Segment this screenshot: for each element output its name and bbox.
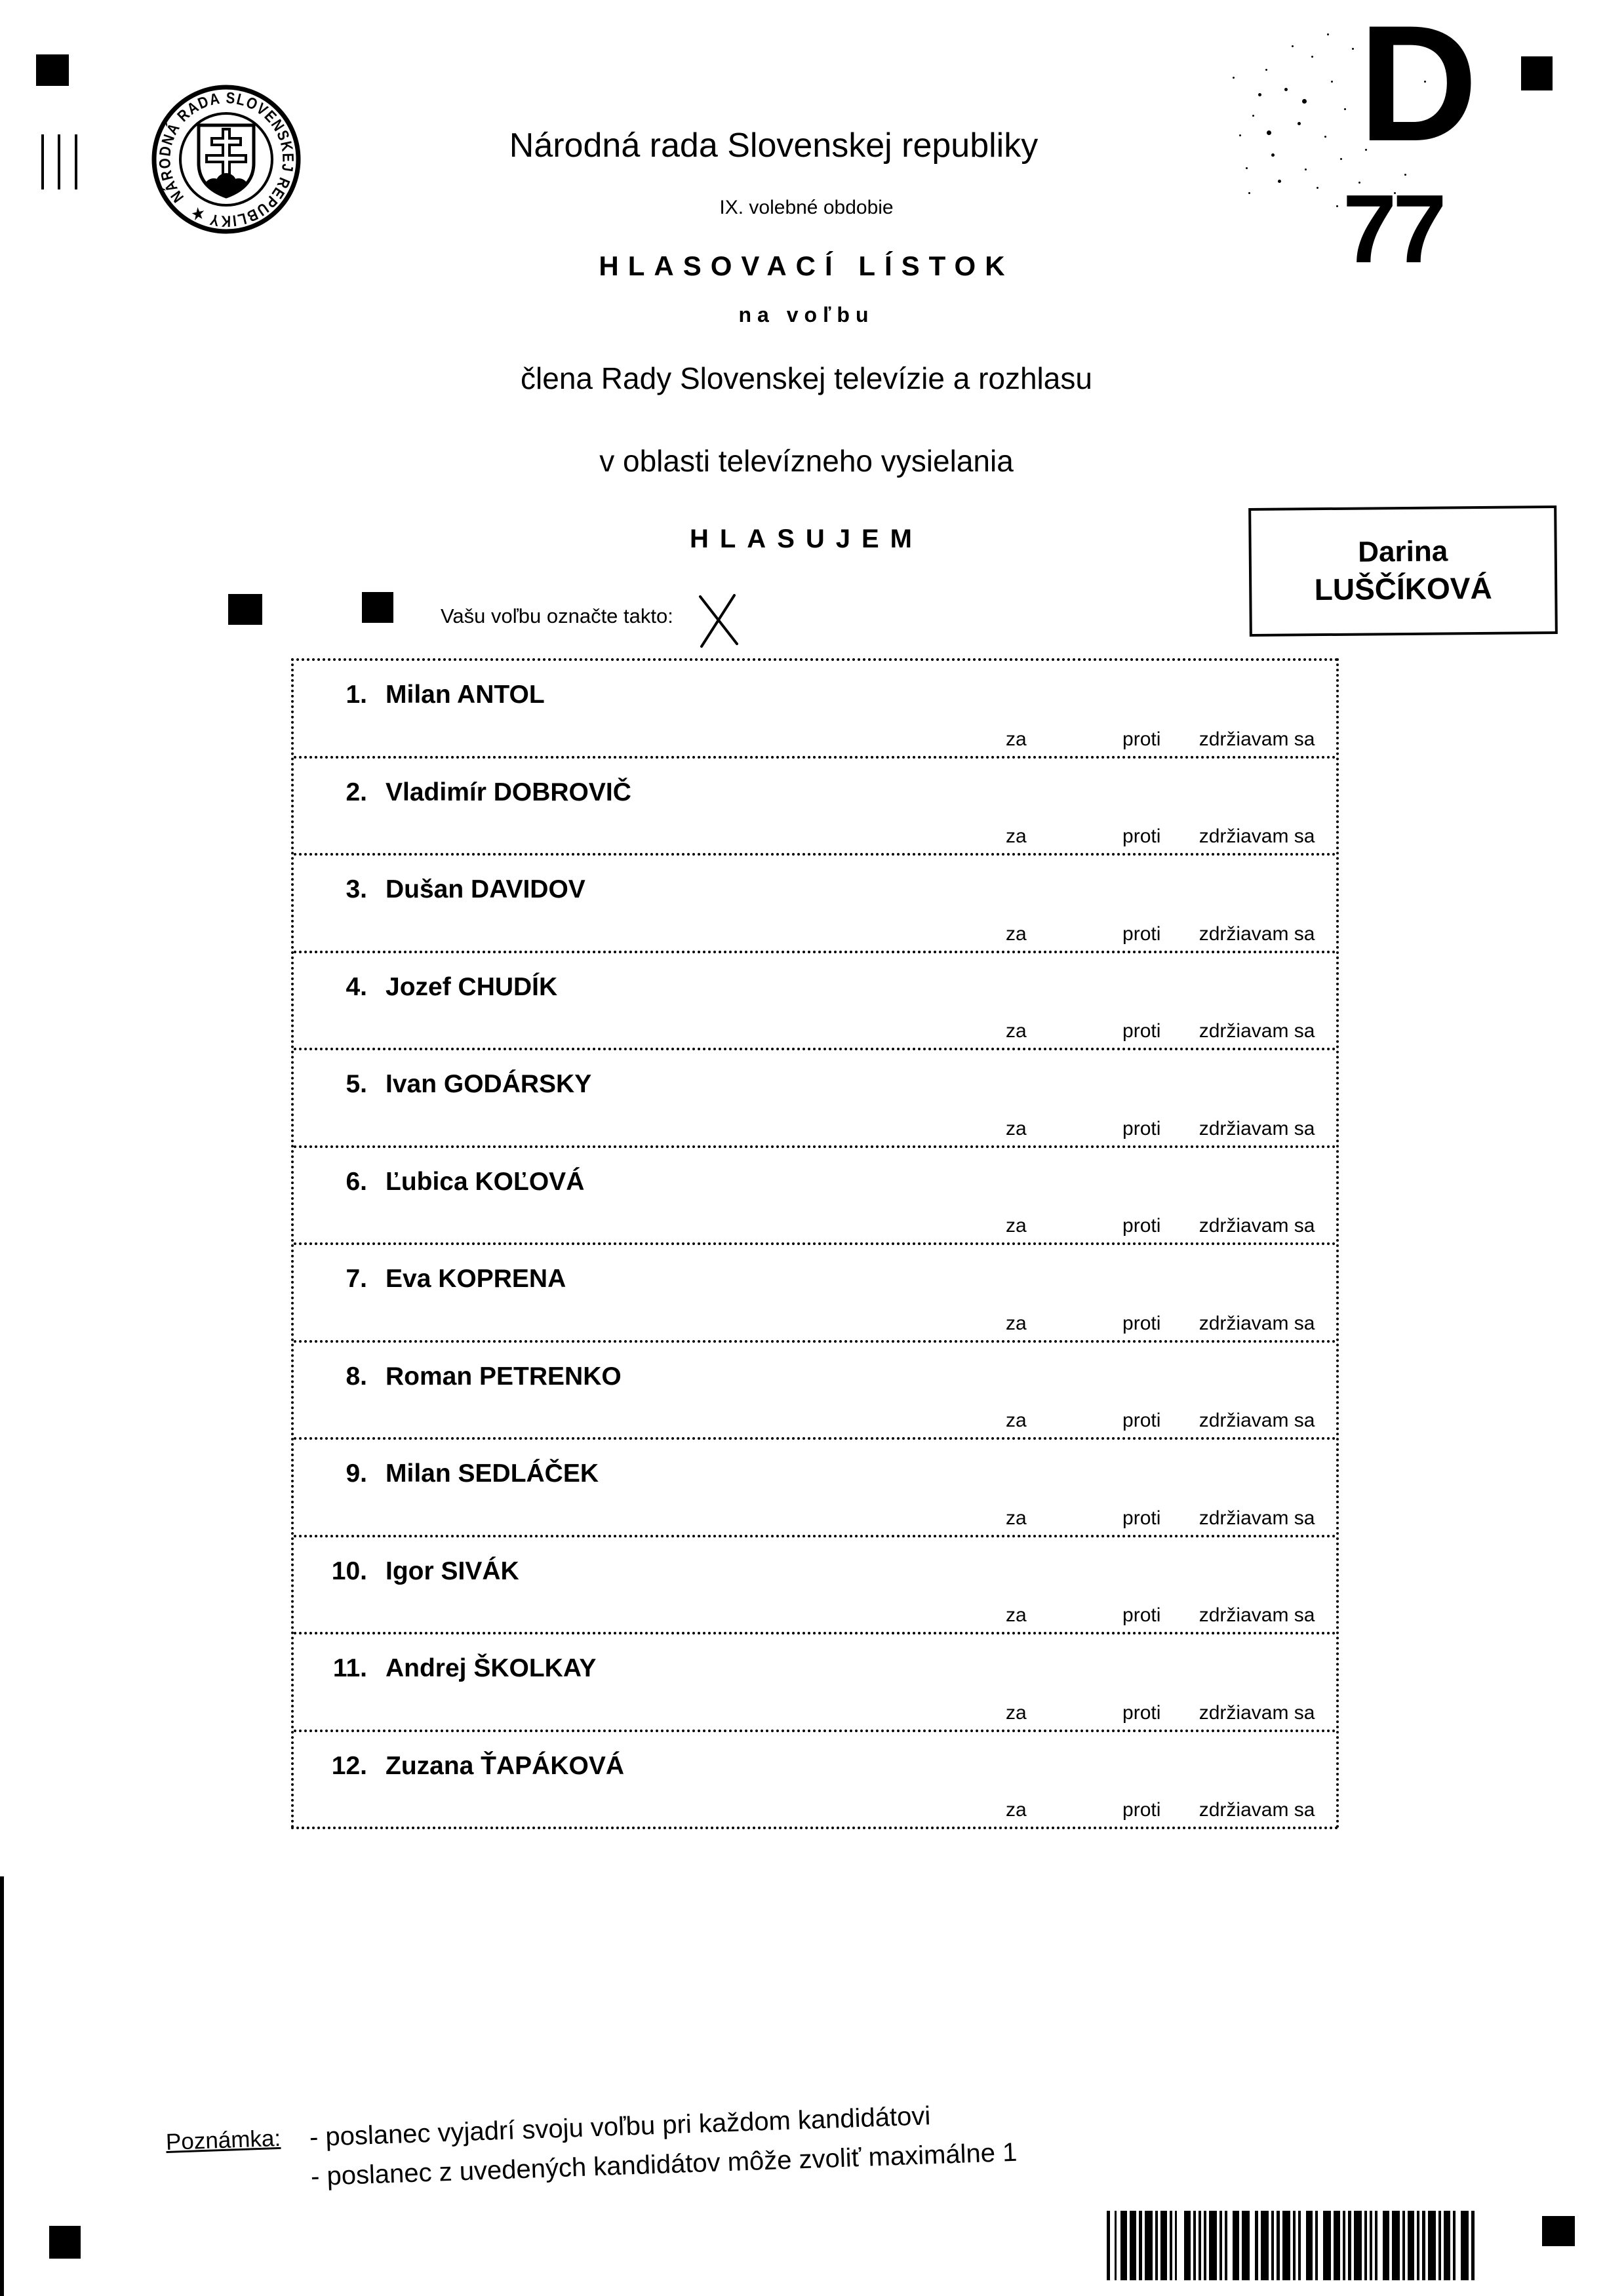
vote-option-zdrziavam-sa[interactable]: zdržiavam sa (1199, 728, 1315, 750)
election-purpose-line1: člena Rady Slovenskej televízie a rozhlasu (521, 361, 1092, 395)
vote-option-zdrziavam-sa[interactable]: zdržiavam sa (1199, 1701, 1315, 1724)
vote-option-za[interactable]: za (1006, 1701, 1027, 1724)
footnote-line1: - poslanec vyjadrí svoju voľbu pri každom kandidátovi (309, 2101, 931, 2152)
candidate-number: 5. (346, 1070, 367, 1098)
footnote-line2: - poslanec z uvedených kandidátov môže zvoliť maximálne 1 (310, 2137, 1018, 2192)
vote-option-proti[interactable]: proti (1122, 1410, 1161, 1431)
vote-options (1006, 1020, 1315, 1042)
candidate-name: Milan ANTOL (386, 681, 545, 709)
vote-option-proti[interactable]: proti (1122, 1020, 1161, 1042)
vote-option-zdrziavam-sa[interactable]: zdržiavam sa (1199, 1410, 1315, 1431)
candidate-list (291, 658, 1339, 1829)
candidate-number: 1. (346, 681, 367, 709)
vote-option-zdrziavam-sa[interactable]: zdržiavam sa (1199, 1215, 1315, 1237)
candidate-row (294, 1634, 1336, 1732)
sample-x-mark (695, 591, 742, 649)
vote-heading: HLASUJEM (689, 525, 924, 553)
vote-options (1006, 728, 1315, 751)
vote-option-proti[interactable]: proti (1122, 825, 1161, 847)
candidate-number: 3. (346, 875, 367, 903)
election-term: IX. volebné obdobie (719, 197, 894, 218)
vote-option-proti[interactable]: proti (1122, 1215, 1161, 1237)
vote-option-za[interactable]: za (1006, 922, 1027, 945)
vote-option-zdrziavam-sa[interactable]: zdržiavam sa (1199, 1604, 1315, 1626)
vote-option-za[interactable]: za (1006, 1410, 1027, 1431)
vote-option-proti[interactable]: proti (1122, 1507, 1161, 1529)
vote-option-za[interactable]: za (1006, 1604, 1027, 1626)
barcode (1107, 2211, 1478, 2280)
candidate-row (294, 1537, 1336, 1635)
candidate-number: 7. (346, 1265, 367, 1293)
registration-mark-top-right (1521, 56, 1553, 90)
vote-option-za[interactable]: za (1006, 1117, 1027, 1139)
candidate-row (294, 1732, 1336, 1827)
ballot-subtitle: na voľbu (738, 303, 875, 327)
candidate-name: Dušan DAVIDOV (386, 875, 585, 903)
vote-option-zdrziavam-sa[interactable]: zdržiavam sa (1199, 1117, 1315, 1139)
candidate-row (294, 1440, 1336, 1537)
candidate-row (294, 1343, 1336, 1440)
vote-option-za[interactable]: za (1006, 1215, 1027, 1237)
nominee-last-name: LUŠČÍKOVÁ (1314, 570, 1492, 607)
candidate-name: Zuzana ŤAPÁKOVÁ (386, 1751, 625, 1780)
candidate-name: Andrej ŠKOLKAY (386, 1654, 597, 1682)
candidate-row (294, 1050, 1336, 1148)
vote-option-zdrziavam-sa[interactable]: zdržiavam sa (1199, 1799, 1315, 1821)
mark-instruction: Vašu voľbu označte takto: (441, 604, 673, 627)
vote-options (1006, 1118, 1315, 1140)
registration-mark-left-b (362, 592, 393, 623)
ballot-letter: D (1358, 0, 1478, 176)
candidate-number: 9. (346, 1459, 367, 1488)
vote-options (1006, 1702, 1315, 1724)
scan-edge-artifact (0, 1876, 4, 2296)
vote-option-za[interactable]: za (1006, 1799, 1027, 1821)
footnote-label: Poznámka: (165, 2125, 281, 2155)
nominee-first-name: Darina (1358, 535, 1448, 568)
vote-options (1006, 1215, 1315, 1237)
candidate-name: Ľubica KOĽOVÁ (386, 1167, 585, 1196)
vote-options (1006, 1799, 1315, 1821)
vote-options (1006, 1507, 1315, 1530)
vote-option-proti[interactable]: proti (1122, 1701, 1161, 1724)
seal-text: NÁRODNÁ RADA SLOVENSKEJ REPUBLIKY ★ (155, 89, 297, 230)
candidate-name: Vladimír DOBROVIČ (386, 778, 631, 806)
candidate-number: 8. (346, 1362, 367, 1391)
candidate-name: Igor SIVÁK (386, 1556, 519, 1585)
footnote (165, 2083, 1315, 2202)
vote-option-za[interactable]: za (1006, 1507, 1027, 1529)
registration-mark-left-a (228, 594, 262, 625)
candidate-number: 2. (346, 778, 367, 806)
candidate-row (294, 759, 1336, 856)
vote-option-proti[interactable]: proti (1122, 1117, 1161, 1139)
election-purpose-line2: v oblasti televízneho vysielania (599, 444, 1014, 478)
authority-name: Národná rada Slovenskej republiky (509, 127, 1039, 165)
registration-mark-bottom-left (49, 2226, 81, 2259)
nominee-name-box (1248, 505, 1558, 637)
vote-option-proti[interactable]: proti (1122, 922, 1161, 945)
vote-options (1006, 825, 1315, 848)
candidate-number: 11. (332, 1654, 367, 1682)
vote-options (1006, 1410, 1315, 1432)
candidate-name: Roman PETRENKO (386, 1362, 622, 1391)
candidate-name: Ivan GODÁRSKY (386, 1070, 592, 1098)
candidate-row (294, 856, 1336, 953)
vote-options (1006, 1604, 1315, 1627)
vote-option-zdrziavam-sa[interactable]: zdržiavam sa (1199, 1312, 1315, 1334)
candidate-number: 4. (346, 972, 367, 1001)
candidate-number: 10. (331, 1556, 367, 1585)
vote-option-proti[interactable]: proti (1122, 728, 1161, 750)
candidate-row (294, 953, 1336, 1051)
candidate-name: Jozef CHUDÍK (386, 972, 558, 1001)
registration-mark-top-left (36, 54, 69, 86)
ballot-number: 77 (1343, 175, 1443, 283)
vote-option-proti[interactable]: proti (1122, 1799, 1161, 1821)
registration-bars (41, 134, 78, 189)
vote-option-zdrziavam-sa[interactable]: zdržiavam sa (1199, 922, 1315, 945)
candidate-name: Milan SEDLÁČEK (386, 1459, 599, 1488)
vote-option-za[interactable]: za (1006, 825, 1027, 847)
candidate-row (294, 1245, 1336, 1343)
candidate-row (294, 661, 1336, 759)
candidate-row (294, 1148, 1336, 1246)
vote-options (1006, 923, 1315, 945)
vote-option-za[interactable]: za (1006, 1020, 1027, 1042)
vote-option-za[interactable]: za (1006, 1312, 1027, 1334)
candidate-number: 12. (331, 1751, 367, 1780)
vote-option-proti[interactable]: proti (1122, 1604, 1161, 1626)
candidate-name: Eva KOPRENA (386, 1265, 566, 1293)
vote-option-zdrziavam-sa[interactable]: zdržiavam sa (1199, 1020, 1315, 1042)
scan-speckle (1344, 108, 1346, 110)
vote-option-proti[interactable]: proti (1122, 1312, 1161, 1334)
vote-options (1006, 1313, 1315, 1335)
vote-option-zdrziavam-sa[interactable]: zdržiavam sa (1199, 1507, 1315, 1529)
vote-option-za[interactable]: za (1006, 728, 1027, 750)
registration-mark-bottom-right (1542, 2216, 1575, 2246)
vote-option-zdrziavam-sa[interactable]: zdržiavam sa (1199, 825, 1315, 847)
ballot-title: HLASOVACÍ LÍSTOK (599, 250, 1014, 281)
candidate-number: 6. (346, 1167, 367, 1196)
